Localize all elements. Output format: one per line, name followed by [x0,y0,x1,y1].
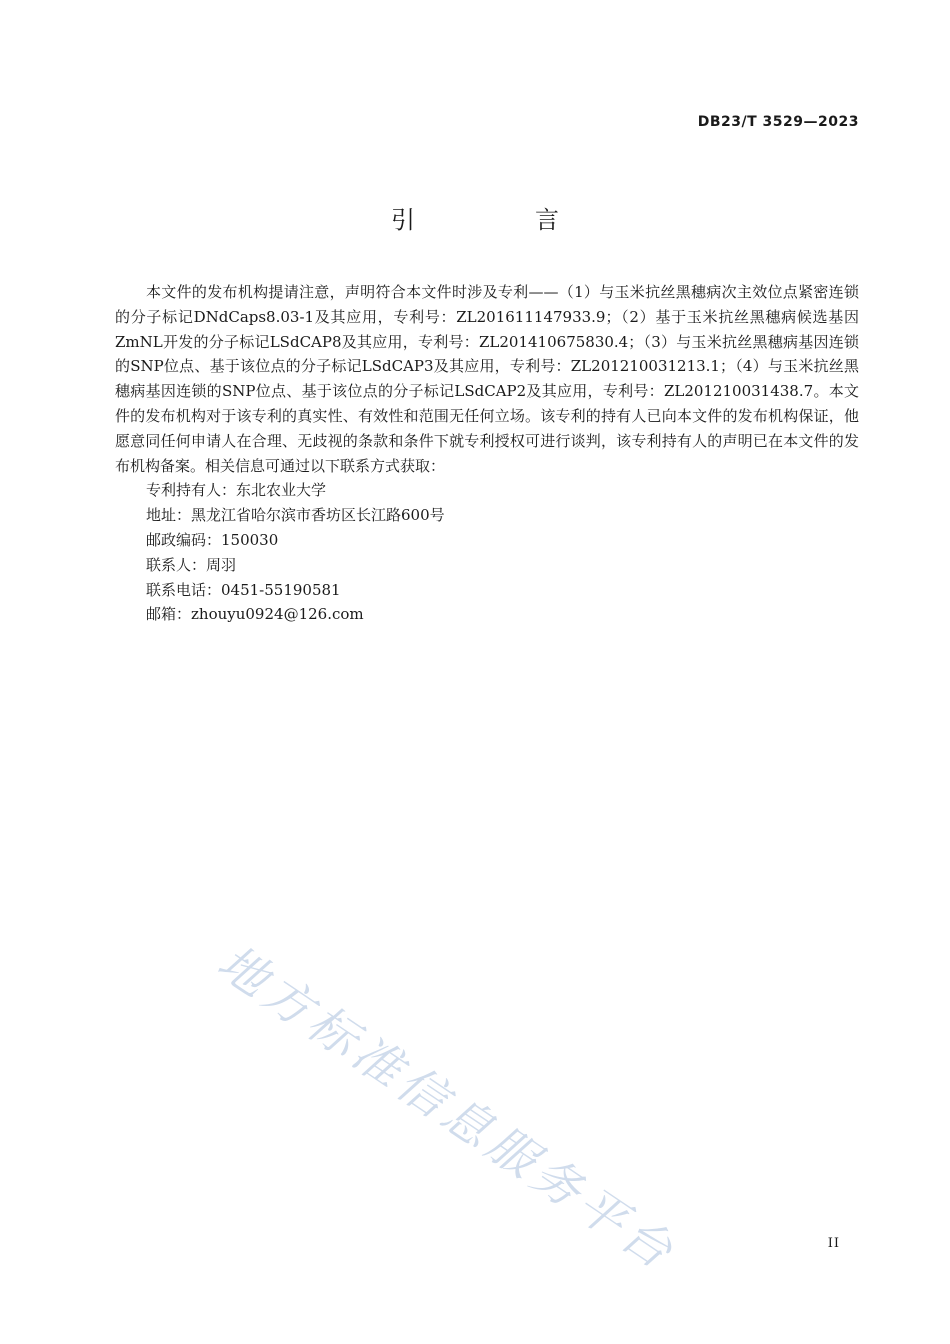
watermark: 地方标准信息服务平台 [207,934,687,1283]
contact-person-line: 联系人：周羽 [146,555,237,574]
document-code: DB23/T 3529—2023 [697,114,859,130]
address-line: 地址：黑龙江省哈尔滨市香坊区长江路600号 [146,506,445,525]
patent-holder-line: 专利持有人：东北农业大学 [146,481,327,500]
patent-notice-paragraph: 本文件的发布机构提请注意，声明符合本文件时涉及专利——（1）与玉米抗丝黑穗病次主效位点紧密连锁的分子标记DNdCaps8.03-1及其应用，专利号：ZL201611147933.9；（2）基于玉米抗丝黑穗病候选基因ZmNL开发的分子标记LSdCAP8及其应用，专利号：ZL201410675830.4；（3）与玉米抗丝黑穗病基因连锁的SNP位点、基于该位点的分子标记LSdCAP3及其应用，专利号：ZL201210031213.1；（4）与玉米抗丝黑穗病基因连锁的SNP位点、基于该位点的分子标记LSdCAP2及其应用，专利号：ZL201210031438.7。本文件的发布机构对于该专利的真实性、有效性和范围无任何立场。该专利的持有人已向本文件的发布机构保证，他愿意同任何申请人在合理、无歧视的条款和条件下就专利授权可进行谈判，该专利持有人的声明已在本文件的发布机构备案。相关信息可通过以下联系方式获取： [115,283,859,475]
page-title: 引 言 [391,206,607,234]
postcode-line: 邮政编码：150030 [146,530,279,549]
phone-line: 联系电话：0451-55190581 [146,580,341,599]
page-number: II [827,1236,840,1251]
email-line: 邮箱：zhouyu0924@126.com [146,605,364,624]
document-body [115,280,859,627]
